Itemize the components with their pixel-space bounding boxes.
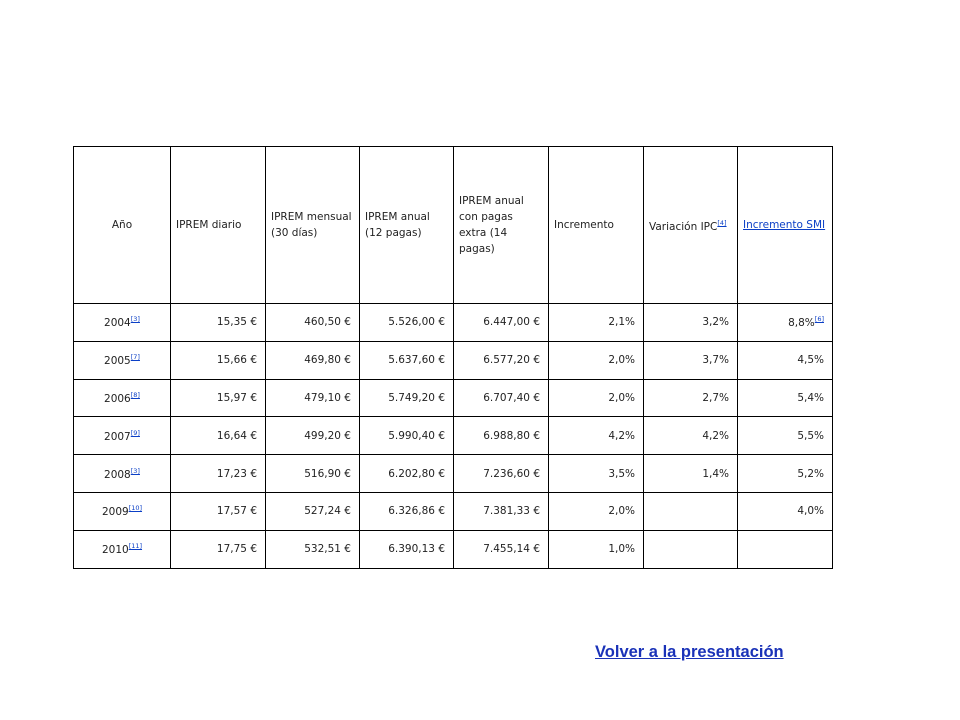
cell-incremento: 1,0%: [549, 530, 644, 568]
cell-variacion-ipc: 4,2%: [644, 417, 738, 455]
cell-iprem-anual-14: 7.455,14 €: [454, 530, 549, 568]
back-to-presentation-link[interactable]: Volver a la presentación: [595, 643, 784, 661]
cell-variacion-ipc: 3,7%: [644, 341, 738, 379]
cell-iprem-mensual: 499,20 €: [266, 417, 360, 455]
cell-variacion-ipc: [644, 492, 738, 530]
table-row: [74, 341, 833, 379]
cell-incremento: 2,0%: [549, 379, 644, 417]
cell-iprem-anual-14: 6.707,40 €: [454, 379, 549, 417]
cell-iprem-diario: 15,97 €: [171, 379, 266, 417]
cell-year: 2010[11]: [74, 530, 171, 568]
header-row: [74, 147, 833, 304]
cell-incremento-smi: 4,5%: [738, 341, 833, 379]
header-iprem-diario: IPREM diario: [171, 147, 266, 304]
year-footnote-link[interactable]: [8]: [130, 390, 140, 399]
cell-year: 2004[3]: [74, 304, 171, 342]
cell-year: 2009[10]: [74, 492, 171, 530]
cell-iprem-anual-12: 6.326,86 €: [360, 492, 454, 530]
cell-iprem-anual-14: 7.381,33 €: [454, 492, 549, 530]
year-footnote-link[interactable]: [9]: [130, 428, 140, 437]
table-row: [74, 455, 833, 493]
smi-footnote-link[interactable]: [6]: [814, 315, 824, 324]
cell-iprem-diario: 17,57 €: [171, 492, 266, 530]
cell-iprem-anual-12: 6.202,80 €: [360, 455, 454, 493]
iprem-table: [73, 146, 833, 569]
cell-incremento: 4,2%: [549, 417, 644, 455]
table-row: [74, 379, 833, 417]
cell-iprem-diario: 15,66 €: [171, 341, 266, 379]
cell-year: 2007[9]: [74, 417, 171, 455]
cell-year: 2008[3]: [74, 455, 171, 493]
header-incremento: Incremento: [549, 147, 644, 304]
cell-incremento-smi: 5,4%: [738, 379, 833, 417]
cell-iprem-mensual: 516,90 €: [266, 455, 360, 493]
header-variacion-ipc: Variación IPC[4]: [644, 147, 738, 304]
cell-iprem-anual-12: 5.526,00 €: [360, 304, 454, 342]
cell-incremento-smi: [738, 530, 833, 568]
header-iprem-anual-14: IPREM anual con pagas extra (14 pagas): [454, 147, 549, 304]
table-row: [74, 417, 833, 455]
table-row: [74, 492, 833, 530]
year-footnote-link[interactable]: [10]: [128, 504, 143, 513]
year-footnote-link[interactable]: [3]: [130, 315, 140, 324]
cell-incremento: 2,0%: [549, 341, 644, 379]
header-incremento-smi: [738, 147, 833, 304]
cell-iprem-mensual: 460,50 €: [266, 304, 360, 342]
cell-iprem-diario: 15,35 €: [171, 304, 266, 342]
cell-incremento-smi: 4,0%: [738, 492, 833, 530]
year-footnote-link[interactable]: [7]: [130, 353, 140, 362]
cell-iprem-mensual: 527,24 €: [266, 492, 360, 530]
cell-variacion-ipc: [644, 530, 738, 568]
cell-iprem-anual-12: 5.749,20 €: [360, 379, 454, 417]
header-year: Año: [74, 147, 171, 304]
header-iprem-anual-12: IPREM anual (12 pagas): [360, 147, 454, 304]
year-footnote-link[interactable]: [11]: [128, 542, 143, 551]
cell-iprem-mensual: 479,10 €: [266, 379, 360, 417]
cell-iprem-diario: 17,23 €: [171, 455, 266, 493]
cell-iprem-anual-14: 6.447,00 €: [454, 304, 549, 342]
cell-incremento-smi: 8,8%[6]: [738, 304, 833, 342]
cell-variacion-ipc: 2,7%: [644, 379, 738, 417]
cell-iprem-mensual: 469,80 €: [266, 341, 360, 379]
cell-incremento-smi: 5,5%: [738, 417, 833, 455]
cell-iprem-anual-14: 6.988,80 €: [454, 417, 549, 455]
cell-iprem-diario: 17,75 €: [171, 530, 266, 568]
cell-variacion-ipc: 3,2%: [644, 304, 738, 342]
incremento-smi-link[interactable]: Incremento SMI: [743, 219, 826, 231]
cell-incremento: 3,5%: [549, 455, 644, 493]
cell-iprem-anual-12: 5.990,40 €: [360, 417, 454, 455]
cell-iprem-diario: 16,64 €: [171, 417, 266, 455]
cell-year: 2005[7]: [74, 341, 171, 379]
table-row: [74, 304, 833, 342]
cell-year: 2006[8]: [74, 379, 171, 417]
cell-incremento-smi: 5,2%: [738, 455, 833, 493]
cell-iprem-anual-14: 6.577,20 €: [454, 341, 549, 379]
ipc-footnote-link[interactable]: [4]: [717, 219, 727, 227]
cell-iprem-anual-14: 7.236,60 €: [454, 455, 549, 493]
cell-iprem-anual-12: 5.637,60 €: [360, 341, 454, 379]
cell-iprem-mensual: 532,51 €: [266, 530, 360, 568]
cell-incremento: 2,0%: [549, 492, 644, 530]
cell-incremento: 2,1%: [549, 304, 644, 342]
cell-iprem-anual-12: 6.390,13 €: [360, 530, 454, 568]
table-row: [74, 530, 833, 568]
cell-variacion-ipc: 1,4%: [644, 455, 738, 493]
header-iprem-mensual: IPREM mensual (30 días): [266, 147, 360, 304]
year-footnote-link[interactable]: [3]: [130, 466, 140, 475]
